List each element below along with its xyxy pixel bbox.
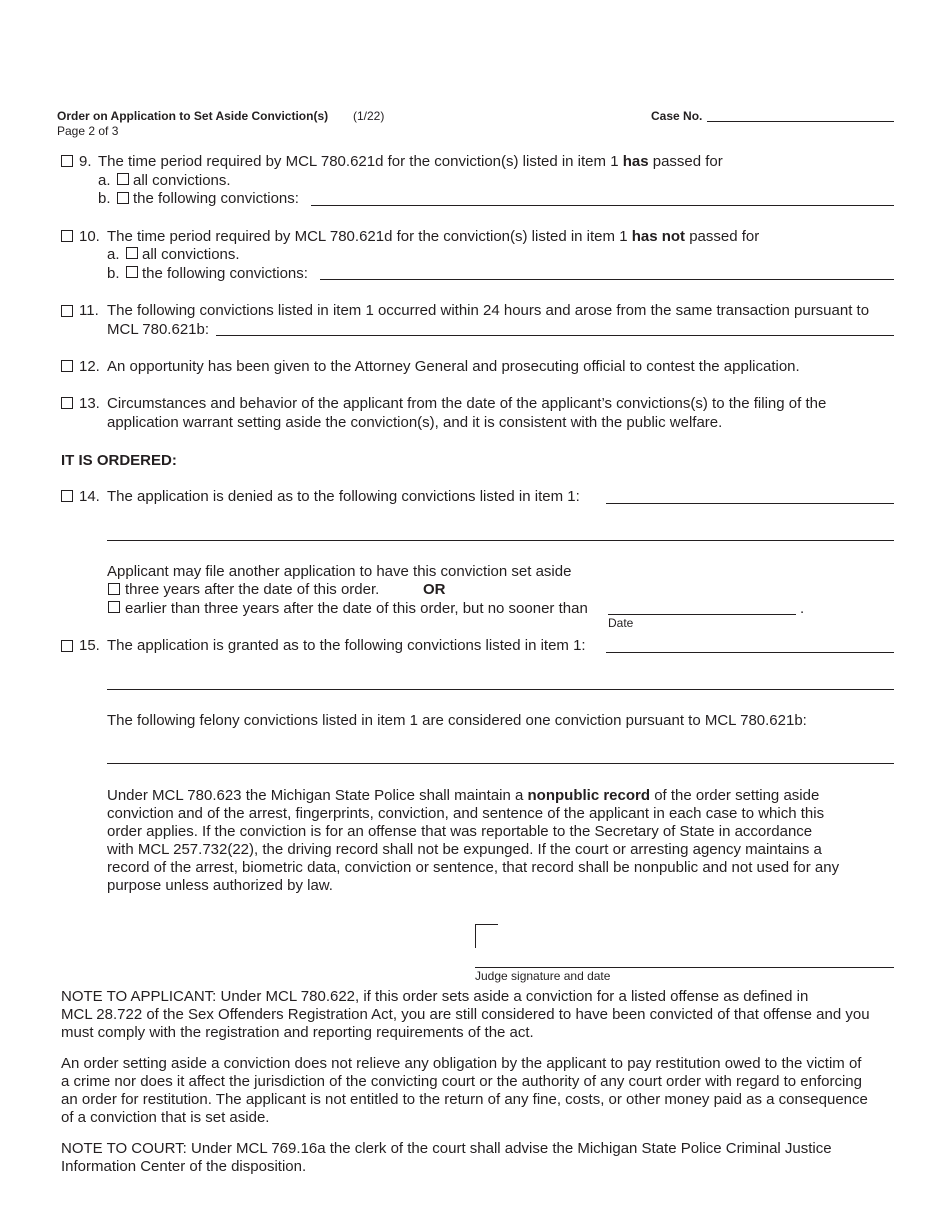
note-applicant-line-3: must comply with the registration and reporting requirements of the act. (61, 1024, 534, 1041)
item-14-field-1[interactable] (606, 503, 894, 504)
item-13-number: 13. (79, 395, 100, 412)
record-line-3: order applies. If the conviction is for an offense that was reportable to the Secretary of State in accordance (107, 823, 813, 840)
item-12-checkbox[interactable] (61, 360, 73, 372)
signature-corner-mark (475, 924, 498, 948)
item-9-number: 9. (79, 153, 92, 170)
item-15-field-1[interactable] (606, 652, 894, 653)
restitution-note (61, 1055, 868, 1127)
note-to-court (61, 1140, 832, 1176)
item-11-number: 11. (79, 302, 99, 319)
item-13-text-line2: application warrant setting aside the conviction(s), and it is consistent with the public welfare. (107, 414, 723, 431)
item-9a-checkbox[interactable] (117, 173, 129, 185)
item-10b-checkbox[interactable] (126, 266, 138, 278)
refile-earlier-text: earlier than three years after the date of this order, but no sooner than (125, 600, 588, 617)
restitution-line-4: of a conviction that is set aside. (61, 1109, 270, 1126)
item-15-checkbox[interactable] (61, 640, 73, 652)
ordered-heading: IT IS ORDERED: (61, 452, 177, 469)
item-15-text: The application is granted as to the following convictions listed in item 1: (107, 637, 586, 654)
felony-text: The following felony convictions listed in item 1 are considered one conviction pursuant to MCL 780.621b: (107, 712, 807, 729)
note-applicant-line-2: MCL 28.722 of the Sex Offenders Registration Act, you are still considered to have been convicted of that offense and you (61, 1006, 870, 1023)
note-court-line-2: Information Center of the disposition. (61, 1158, 307, 1175)
page-number: Page 2 of 3 (57, 124, 119, 138)
item-10a-label: a. (107, 246, 120, 263)
item-14-field-2[interactable] (107, 540, 894, 541)
note-to-applicant (61, 988, 870, 1042)
item-10b-label: b. (107, 265, 120, 282)
item-9b-checkbox[interactable] (117, 192, 129, 204)
refile-three-years-text: three years after the date of this order. (125, 581, 380, 598)
item-11-text-line2: MCL 780.621b: (107, 321, 210, 338)
record-line-5: record of the arrest, biometric data, conviction or sentence, that record shall be nonpublic and not used for any (107, 859, 840, 876)
item-10-text: The time period required by MCL 780.621d for the conviction(s) listed in item 1 has not passed for (107, 228, 760, 245)
item-9a-text: all convictions. (133, 172, 231, 189)
refile-three-years-checkbox[interactable] (108, 583, 120, 595)
record-line-2: conviction and of the arrest, fingerprints, conviction, and sentence of the applicant in each case to which this (107, 805, 825, 822)
refile-earlier-checkbox[interactable] (108, 601, 120, 613)
refile-date-label: Date (608, 616, 634, 630)
form-title: Order on Application to Set Aside Conviction(s) (57, 109, 329, 123)
item-13-checkbox[interactable] (61, 397, 73, 409)
item-9-text: The time period required by MCL 780.621d for the conviction(s) listed in item 1 has passed for (98, 153, 723, 170)
judge-signature-field[interactable] (475, 967, 894, 968)
judge-signature-label: Judge signature and date (475, 969, 611, 983)
or-label: OR (423, 581, 446, 598)
item-11-checkbox[interactable] (61, 305, 73, 317)
record-line-6: purpose unless authorized by law. (107, 877, 333, 894)
form-revision: (1/22) (353, 109, 385, 123)
item-10-checkbox[interactable] (61, 230, 73, 242)
record-line-4: with MCL 257.732(22), the driving record shall not be expunged. If the court or arresting agency maintains a (107, 841, 822, 858)
case-number-label: Case No. (651, 109, 703, 123)
restitution-line-3: an order for restitution. The applicant is not entitled to the return of any fine, costs, or other money paid as a consequence (61, 1091, 868, 1108)
item-10b-text: the following convictions: (142, 265, 308, 282)
item-15-number: 15. (79, 637, 100, 654)
item-9b-label: b. (98, 190, 111, 207)
item-11-field[interactable] (216, 335, 894, 336)
item-9b-text: the following convictions: (133, 190, 299, 207)
item-14-checkbox[interactable] (61, 490, 73, 502)
note-court-line-1: NOTE TO COURT: Under MCL 769.16a the clerk of the court shall advise the Michigan State Police Criminal Justice (61, 1140, 832, 1157)
felony-field[interactable] (107, 763, 894, 764)
refile-period: . (800, 600, 805, 617)
restitution-line-1: An order setting aside a conviction does not relieve any obligation by the applicant to pay restitution owed to the victim of (61, 1055, 862, 1072)
item-13-text-line1: Circumstances and behavior of the applicant from the date of the applicant’s convictions(s) to the filing of the (107, 395, 827, 412)
nonpublic-record-paragraph (107, 787, 839, 895)
item-9b-field[interactable] (311, 205, 894, 206)
item-11-text-line1: The following convictions listed in item 1 occurred within 24 hours and arose from the same transaction pursuant to (107, 302, 870, 319)
refile-intro: Applicant may file another application to have this conviction set aside (107, 563, 572, 580)
item-9a-label: a. (98, 172, 111, 189)
item-9-checkbox[interactable] (61, 155, 73, 167)
item-15-field-2[interactable] (107, 689, 894, 690)
item-14-text: The application is denied as to the following convictions listed in item 1: (107, 488, 580, 505)
refile-date-field[interactable] (608, 614, 796, 615)
restitution-line-2: a crime nor does it affect the jurisdiction of the convicting court or the authority of any court order with regard to enforcing (61, 1073, 862, 1090)
item-10a-text: all convictions. (142, 246, 240, 263)
record-line-1: Under MCL 780.623 the Michigan State Police shall maintain a nonpublic record of the order setting aside (107, 787, 820, 804)
item-12-number: 12. (79, 358, 100, 375)
note-applicant-line-1: NOTE TO APPLICANT: Under MCL 780.622, if this order sets aside a conviction for a listed offense as defined in (61, 988, 809, 1005)
item-10b-field[interactable] (320, 279, 894, 280)
item-14-number: 14. (79, 488, 100, 505)
item-10a-checkbox[interactable] (126, 247, 138, 259)
case-number-field[interactable] (707, 121, 894, 122)
item-10-number: 10. (79, 228, 100, 245)
item-12-text: An opportunity has been given to the Attorney General and prosecuting official to contest the application. (107, 358, 800, 375)
